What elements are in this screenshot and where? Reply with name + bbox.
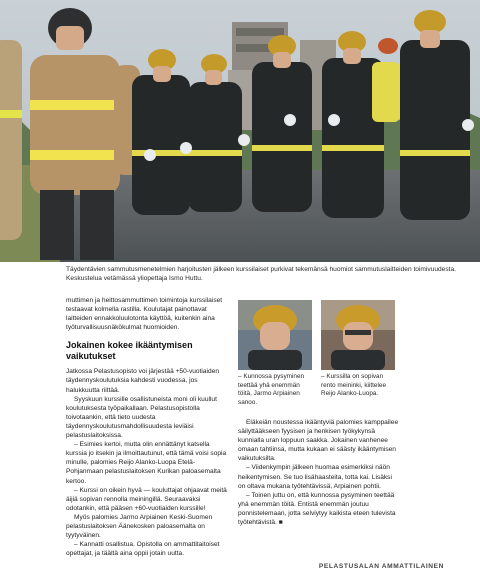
- portrait-arpiainen: [238, 300, 312, 370]
- body-paragraph: [238, 491, 400, 527]
- right-column: [238, 418, 400, 527]
- body-paragraph: Syyskuun kurssille osallistuneista moni oli kuullut koulutuksesta työpaikallaan. Pelastusopistolla toivotaankin, että tieto uudesta täydennyskoulutusmahdollisuudesta leviäisi pelastuslaitoksissa.: [66, 395, 217, 440]
- body-paragraph: Myös palomies Jarmo Arpiainen Keski-Suomen pelastuslaitoksen Äänekosken paloasemalta on tyytyväinen.: [66, 513, 213, 540]
- portrait-alanko-luopa: [321, 300, 395, 370]
- hero-photo: [0, 0, 480, 262]
- photo-caption: Täydentävien sammutusmenetelmien harjoitusten jälkeen kurssilaiset purkivat tekemänsä huomiot sammutuslaitteiden toimivuudesta. Keskustelua vetämässä yliopettaja Ismo Huttu.: [66, 266, 456, 282]
- publication-footer: PELASTUSALAN AMMATTILAINEN: [318, 563, 444, 570]
- body-paragraph: – Kannatti osallistua. Opistolla on ammattitaitoiset opettajat, ja täältä aina oppii jotain uutta.: [66, 541, 220, 558]
- body-paragraph: – Esimies kertoi, mutta olin ennättänyt katsella kurssia jo itsekin ja ilmoittautunut, että tämä voisi sopia minulle, palomies Reijo Alanko-Luopa Etelä-Pohjanmaan pelastuslaitoksen Kurikan paloasemalta kertoo.: [66, 441, 227, 485]
- section-heading: Jokainen kokee ikääntymisen vaikutukset: [66, 340, 193, 362]
- portrait-caption: – Kurssilla on sopivan rento meininki, kiittelee Reijo Alanko-Luopa.: [321, 373, 387, 398]
- body-text: – Toinen juttu on, että kunnossa pysyminen teettää yhä enemmän töitä. Entistä enemmän joutuu ponnistelemaan, jotta selviytyy kaikista eteen tulevista työtehtävistä.: [238, 491, 396, 527]
- left-column: [66, 296, 230, 558]
- firefighter-portrait-icon: [321, 300, 395, 370]
- intro-paragraph: muttimen ja heittosammuttimen toimintoja kurssilaiset testaavat kolmella rastilla. Koulutajat painottavat laitteiden ennakkoluulotonta käyttöä, kuitenkin aina työturvallisuusnäkökulmat huomioiden.: [66, 297, 223, 332]
- body-paragraph: – Kurssi on oikein hyvä — kouluttajat ohjaavat meitä äijiä sopivan rennolla meiningillä. Seuraavaksi odotankin, että pääsen +60-vuotiaiden kurssille!: [66, 486, 227, 512]
- portrait-caption: – Kunnossa pysyminen teettää yhä enemmän töitä, Jarmo Arpiainen sanoo.: [238, 373, 305, 406]
- firefighter-portrait-icon: [238, 300, 312, 370]
- firefighters-photo: [0, 0, 480, 262]
- body-paragraph: Eläkeiän noustessa ikääntyviä palomies kamppailee säilyttääkseen fyysisen ja henkisen työkykynsä kunnialla uran loppuun saakka. Jokainen vanhenee omaan tahtiinsa, mutta kukaan ei säästy ikääntymisen vaikutuksilta.: [238, 419, 399, 463]
- body-paragraph: – Viidenkympin jälkeen huomaa esimerkiksi näön heikentymisen. Se tuo lisähaasteita, totta kai. Lisäksi on oltava mukana työtehtävissä, Arpiainen pohtii.: [238, 464, 392, 490]
- body-paragraph: Jatkossa Pelastusopisto voi järjestää +50-vuotiaiden täydennyskoulutuksia kahdesti vuodessa, jos halukkuutta riittää.: [66, 368, 220, 394]
- end-mark: ■: [278, 519, 283, 527]
